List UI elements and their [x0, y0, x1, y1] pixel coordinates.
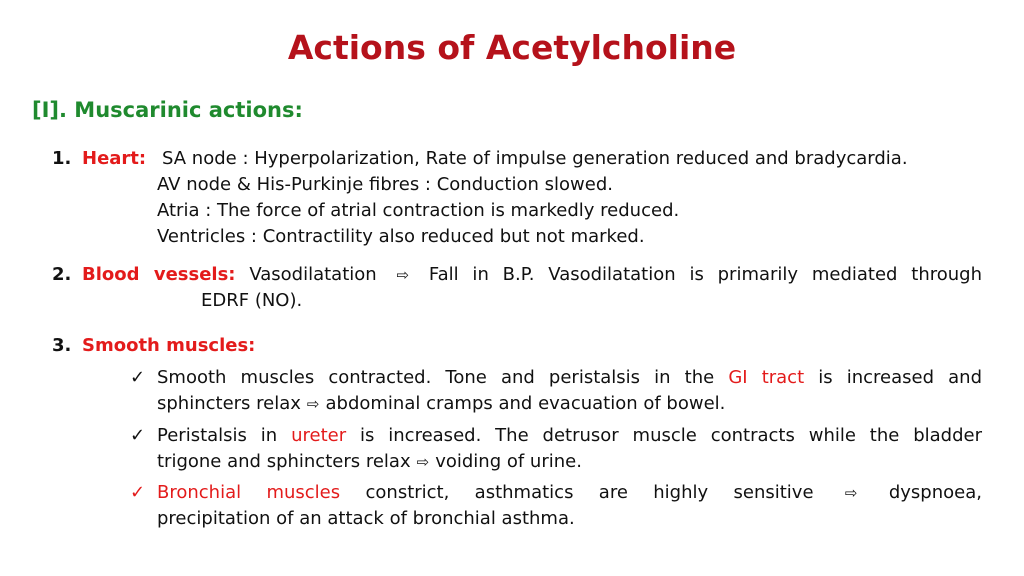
blood-vessels-line [82, 264, 982, 285]
bullet-1-line-2 [157, 393, 725, 414]
bullet-2-l2-text-b: voiding of urine. [435, 451, 582, 472]
bullet-1-l2-text-a: sphincters relax [157, 393, 301, 414]
arrow-icon: ⇨ [396, 266, 410, 284]
bullet-1-line-1 [157, 367, 982, 388]
item-heading-smooth-muscles: Smooth muscles: [82, 335, 256, 356]
dyspnoea-text: dyspnoea, [888, 482, 982, 503]
check-icon: ✓ [130, 367, 146, 388]
bullet-1-text-b: is increased and [818, 367, 982, 388]
bullet-3-line-1 [157, 482, 982, 503]
edrf-text: EDRF (NO). [201, 290, 303, 311]
item-heading-heart: Heart: [82, 148, 147, 169]
arrow-icon: ⇨ [844, 484, 858, 502]
bronchial-muscles-text: Bronchial muscles [157, 482, 341, 503]
bullet-1-text-a: Smooth muscles contracted. Tone and peristalsis in the [157, 367, 715, 388]
item-heading-blood-vessels: Blood vessels: [82, 264, 236, 285]
bullet-2-text-a: Peristalsis in [157, 425, 278, 446]
bullet-3-text-b: constrict, asthmatics are highly sensitive [365, 482, 814, 503]
check-icon: ✓ [130, 425, 146, 446]
ureter-text: ureter [291, 425, 347, 446]
bullet-1-l2-text-b: abdominal cramps and evacuation of bowel. [325, 393, 726, 414]
fall-in-bp-text: Fall in B.P. Vasodilatation is primarily mediated through [428, 264, 983, 285]
bullet-2-text-b: is increased. The detrusor muscle contracts while the bladder [360, 425, 983, 446]
vasodilatation-text: Vasodilatation [249, 264, 377, 285]
arrow-icon: ⇨ [416, 453, 430, 471]
section-heading: [I]. Muscarinic actions: [32, 98, 303, 122]
item-number-1: 1. [52, 148, 72, 169]
bullet-3-line-2: precipitation of an attack of bronchial asthma. [157, 508, 575, 529]
heart-line-sa-node: SA node : Hyperpolarization, Rate of impulse generation reduced and bradycardia. [162, 148, 908, 169]
bullet-2-l2-text-a: trigone and sphincters relax [157, 451, 411, 472]
item-number-2: 2. [52, 264, 72, 285]
heart-line-atria: Atria : The force of atrial contraction is markedly reduced. [157, 200, 680, 221]
check-icon: ✓ [130, 482, 146, 503]
bullet-2-line-1 [157, 425, 982, 446]
item-number-3: 3. [52, 335, 72, 356]
bullet-2-line-2 [157, 451, 582, 472]
arrow-icon: ⇨ [306, 395, 320, 413]
gi-tract-text: GI tract [728, 367, 805, 388]
slide-title: Actions of Acetylcholine [287, 28, 737, 67]
heart-line-av-node: AV node & His-Purkinje fibres : Conduction slowed. [157, 174, 613, 195]
heart-line-ventricles: Ventricles : Contractility also reduced but not marked. [157, 226, 645, 247]
